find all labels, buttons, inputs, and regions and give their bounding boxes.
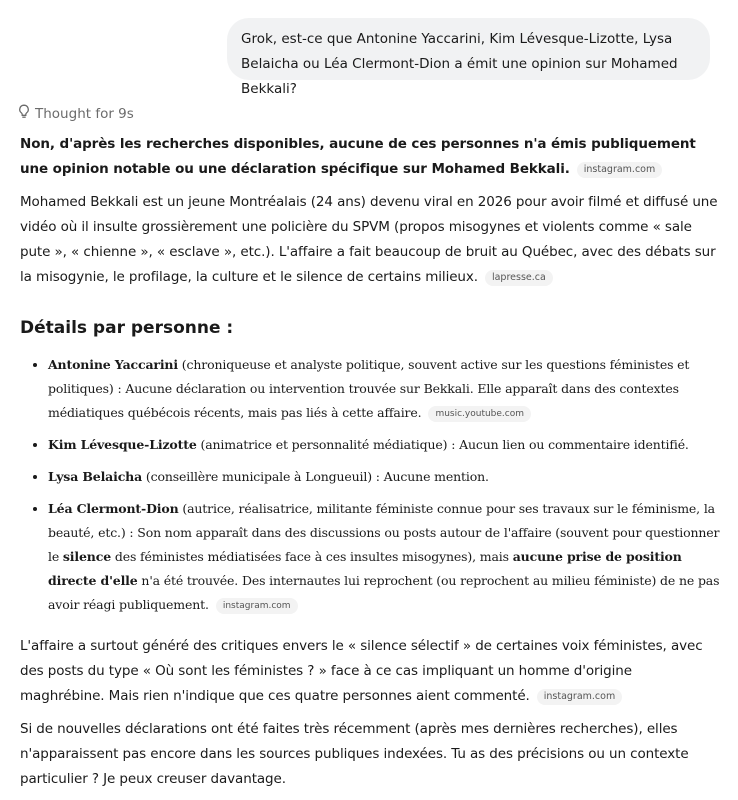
section-heading: Détails par personne : (20, 318, 234, 338)
people-list (20, 353, 720, 617)
list-item (48, 465, 720, 489)
person-detail: (chroniqueuse et analyste politique, souvent active sur les questions féministes et politiques) : Aucune déclaration ou intervention trouvée sur Bekkali. Elle apparaît dans des contextes médiatiques québécois récents, mais pas liés à cette affaire. (48, 357, 690, 420)
answer-intro (20, 190, 720, 290)
list-item (48, 433, 720, 457)
answer-lead (20, 132, 720, 182)
source-chip[interactable]: instagram.com (577, 162, 662, 178)
source-chip[interactable]: music.youtube.com (428, 406, 531, 422)
answer-outro (20, 634, 720, 709)
source-chip[interactable]: lapresse.ca (485, 270, 553, 286)
thought-label: Thought for 9s (35, 105, 134, 122)
source-chip[interactable]: instagram.com (537, 689, 622, 705)
person-name: Kim Lévesque-Lizotte (48, 437, 197, 452)
lightbulb-icon (18, 104, 30, 123)
person-name: Lysa Belaicha (48, 469, 143, 484)
assistant-answer (20, 132, 720, 800)
person-detail: (autrice, réalisatrice, militante féministe connue pour ses travaux sur le féminisme, la beauté, etc.) : Son nom apparaît dans des discussions ou posts autour de l'affaire (souvent pour questionner le (48, 501, 720, 564)
list-item (48, 497, 720, 617)
list-item (48, 353, 720, 425)
source-chip[interactable]: instagram.com (216, 598, 298, 614)
person-detail: des féministes médiatisées face à ces insultes misogynes), mais (111, 549, 513, 564)
emphasis-text: silence (62, 549, 112, 564)
person-name: Léa Clermont-Dion (48, 501, 179, 516)
person-detail: n'a été trouvée. Des internautes lui reprochent (ou reprochent au milieu féministe) de ne pas avoir réagi publiquement. (48, 573, 720, 612)
person-detail: (conseillère municipale à Longueuil) : Aucune mention. (142, 469, 489, 484)
user-message-bubble (227, 18, 710, 97)
answer-lead-text: Non, d'après les recherches disponibles, aucune de ces personnes n'a émis publiquement une opinion notable ou une déclaration spécifique sur Mohamed Bekkali. (20, 136, 696, 177)
person-name: Antonine Yaccarini (48, 357, 178, 372)
thought-toggle[interactable] (18, 104, 134, 123)
user-message-text: Grok, est-ce que Antonine Yaccarini, Kim Lévesque-Lizotte, Lysa Belaicha ou Léa Clermont-Dion a émit une opinion sur Mohamed Bekkali? (241, 31, 678, 97)
person-detail: (animatrice et personnalité médiatique) : Aucun lien ou commentaire identifié. (196, 437, 689, 452)
answer-outro-text: L'affaire a surtout généré des critiques envers le « silence sélectif » de certaines voix féministes, avec des posts du type « Où sont les féministes ? » face à ce cas impliquant un homme d'origine maghrébine. Mais rien n'indique que ces quatre personnes aient commenté. (20, 638, 703, 704)
answer-intro-text: Mohamed Bekkali est un jeune Montréalais (24 ans) devenu viral en 2026 pour avoir filmé et diffusé une vidéo où il insulte grossièrement une policière du SPVM (propos misogynes et violents comme « sale pute », « chienne », « esclave », etc.). L'affaire a fait beaucoup de bruit au Québec, avec des débats sur la misogynie, le profilage, la culture et le silence de certains milieux. (20, 194, 718, 285)
answer-closing: Si de nouvelles déclarations ont été faites très récemment (après mes dernières recherches), elles n'apparaissent pas encore dans les sources publiques indexées. Tu as des précisions ou un contexte particulier ? Je peux creuser davantage. (20, 721, 689, 787)
emphasis-text: aucune prise de position directe d'elle (48, 549, 682, 588)
